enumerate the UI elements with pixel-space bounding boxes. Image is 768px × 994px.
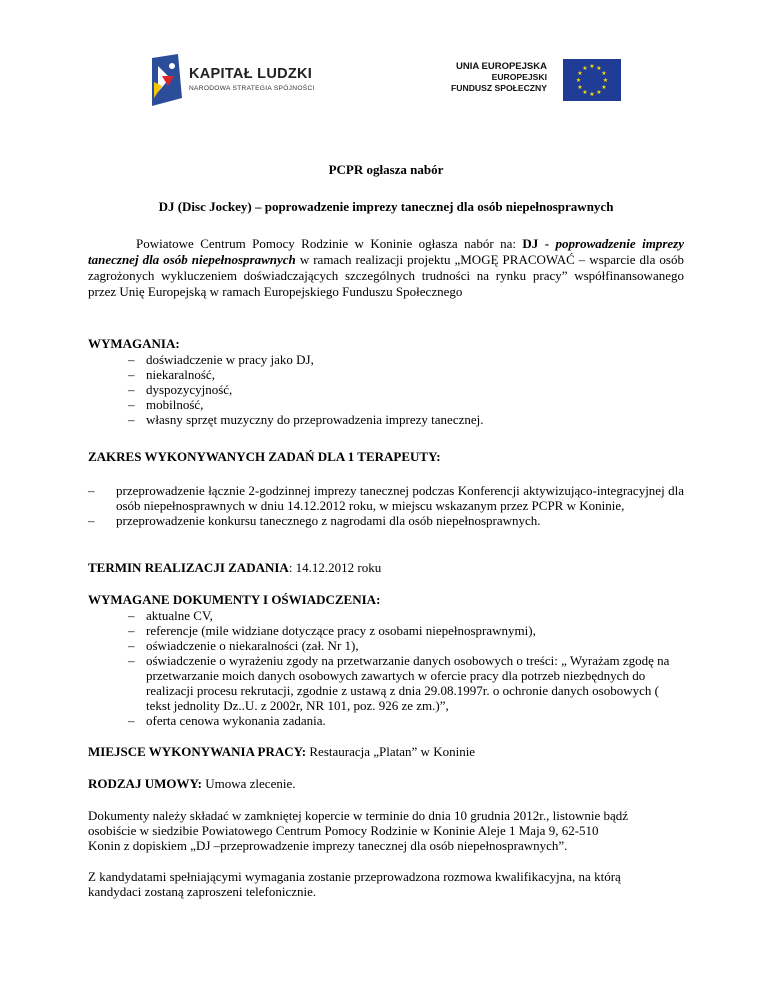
list-item: – mobilność, [128, 397, 204, 412]
svg-text:★: ★ [582, 89, 588, 96]
list-item: – przeprowadzenie konkursu tanecznego z nagrodami dla osób niepełnosprawnych. [88, 513, 541, 528]
documents-heading: WYMAGANE DOKUMENTY I OŚWIADCZENIA: [88, 592, 381, 607]
intro-text-1: Powiatowe Centrum Pomocy Rodzinie w Koninie ogłasza nabór na: [136, 236, 523, 251]
svg-text:★: ★ [589, 63, 595, 70]
scope-heading: ZAKRES WYKONYWANYCH ZADAŃ DLA 1 TERAPEUTY: [88, 449, 441, 464]
eu-logo-line3: FUNDUSZ SPOŁECZNY [451, 83, 547, 93]
closing-paragraph: Z kandydatami spełniającymi wymagania zostanie przeprowadzona rozmowa kwalifikacyjna, na którą kandydaci zostaną zaproszeni telefonicznie. [88, 869, 621, 899]
list-item: – referencje (mile widziane dotyczące pracy z osobami niepełnosprawnymi), [128, 623, 536, 638]
place-line [88, 744, 684, 760]
document-title: DJ (Disc Jockey) – poprowadzenie imprezy tanecznej dla osób niepełnosprawnych [158, 199, 614, 214]
kapital-ludzki-title: KAPITAŁ LUDZKI [189, 66, 313, 82]
svg-text:★: ★ [602, 77, 609, 84]
svg-text:★: ★ [582, 65, 588, 72]
logo-bar [0, 52, 768, 108]
deadline-value: : 14.12.2012 roku [288, 560, 382, 575]
eu-flag-icon [563, 59, 621, 101]
announcement-heading: PCPR ogłasza nabór [328, 162, 444, 177]
requirements-list [128, 352, 684, 427]
list-item: – oferta cenowa wykonania zadania. [128, 713, 326, 728]
svg-text:★: ★ [589, 91, 595, 98]
list-item: – dyspozycyjność, [128, 382, 233, 397]
eu-logo-text [451, 61, 547, 94]
svg-text:★: ★ [596, 65, 602, 72]
deadline-line [88, 560, 684, 576]
intro-text-2: w ramach realizacji projektu „MOGĘ PRACOWAĆ – wsparcie dla osób zagrożonych wykluczeniem doświadczających szczególnych trudności na rynku pracy” współfinansowanego przez Unię Europejską w ramach Europejskiego Funduszu Społecznego [88, 252, 684, 299]
contract-line [88, 776, 684, 792]
eu-efs-logo [427, 55, 627, 105]
requirements-heading: WYMAGANIA: [88, 336, 180, 351]
eu-logo-line2: EUROPEJSKI [491, 72, 547, 82]
intro-bold-text: DJ - [522, 236, 556, 251]
list-item: – aktualne CV, [128, 608, 213, 623]
scope-list [88, 483, 684, 528]
svg-text:★: ★ [577, 84, 583, 91]
documents-list [128, 608, 684, 728]
intro-bold-italic-text: poprowadzenie imprezy tanecznej dla osób niepełnosprawnych [88, 236, 684, 267]
place-label: MIEJSCE WYKONYWANIA PRACY: [88, 744, 307, 759]
place-value: Restauracja „Platan” w Koninie [306, 744, 476, 759]
list-item: – własny sprzęt muzyczny do przeprowadzenia imprezy tanecznej. [128, 412, 484, 427]
submission-paragraph: Dokumenty należy składać w zamkniętej kopercie w terminie do dnia 10 grudnia 2012r., listownie bądź osobiście w siedzibie Powiatowego Centrum Pomocy Rodzinie w Koninie Aleje 1 Maja 9, 62-510 Konin z dopiskiem „DJ –przeprowadzenie imprezy tanecznej dla osób niepełnosprawnych”. [88, 808, 629, 853]
svg-text:★: ★ [575, 77, 582, 84]
kapital-ludzki-subtitle: NARODOWA STRATEGIA SPÓJNOŚCI [189, 85, 315, 92]
kapital-ludzki-logo [148, 52, 318, 108]
eu-logo-line1: UNIA EUROPEJSKA [456, 61, 547, 72]
contract-label: RODZAJ UMOWY: [88, 776, 202, 791]
list-item: – oświadczenie o wyrażeniu zgody na przetwarzanie danych osobowych o treści: „ Wyrażam zgodę na przetwarzanie moich danych osobowych zawartych w ofercie pracy dla potrzeb niezbędnych do realizacji procesu rekrutacji, zgodnie z ustawą z dnia 29.08.1997r. o ochronie danych osobowych ( tekst jednolity Dz..U. z 2002r, NR 101, poz. 926 ze zm.)”, [128, 653, 670, 713]
intro-paragraph [88, 236, 684, 300]
list-item: – doświadczenie w pracy jako DJ, [128, 352, 314, 367]
document-body [88, 162, 684, 899]
svg-text:★: ★ [596, 89, 602, 96]
list-item: – oświadczenie o niekaralności (zał. Nr 1), [128, 638, 359, 653]
contract-value: Umowa zlecenie. [202, 776, 296, 791]
kapital-ludzki-emblem-icon [148, 52, 188, 108]
list-item: – niekaralność, [128, 367, 215, 382]
deadline-label: TERMIN REALIZACJI ZADANIA [88, 560, 289, 575]
list-item: – przeprowadzenie łącznie 2-godzinnej imprezy tanecznej podczas Konferencji aktywizująco-integracyjnej dla osób niepełnosprawnych w dniu 14.12.2012 roku, w miejscu wskazanym przez PCPR w Koninie, [88, 483, 684, 513]
svg-text:★: ★ [577, 70, 583, 77]
svg-text:★: ★ [601, 84, 607, 91]
svg-text:★: ★ [601, 70, 607, 77]
